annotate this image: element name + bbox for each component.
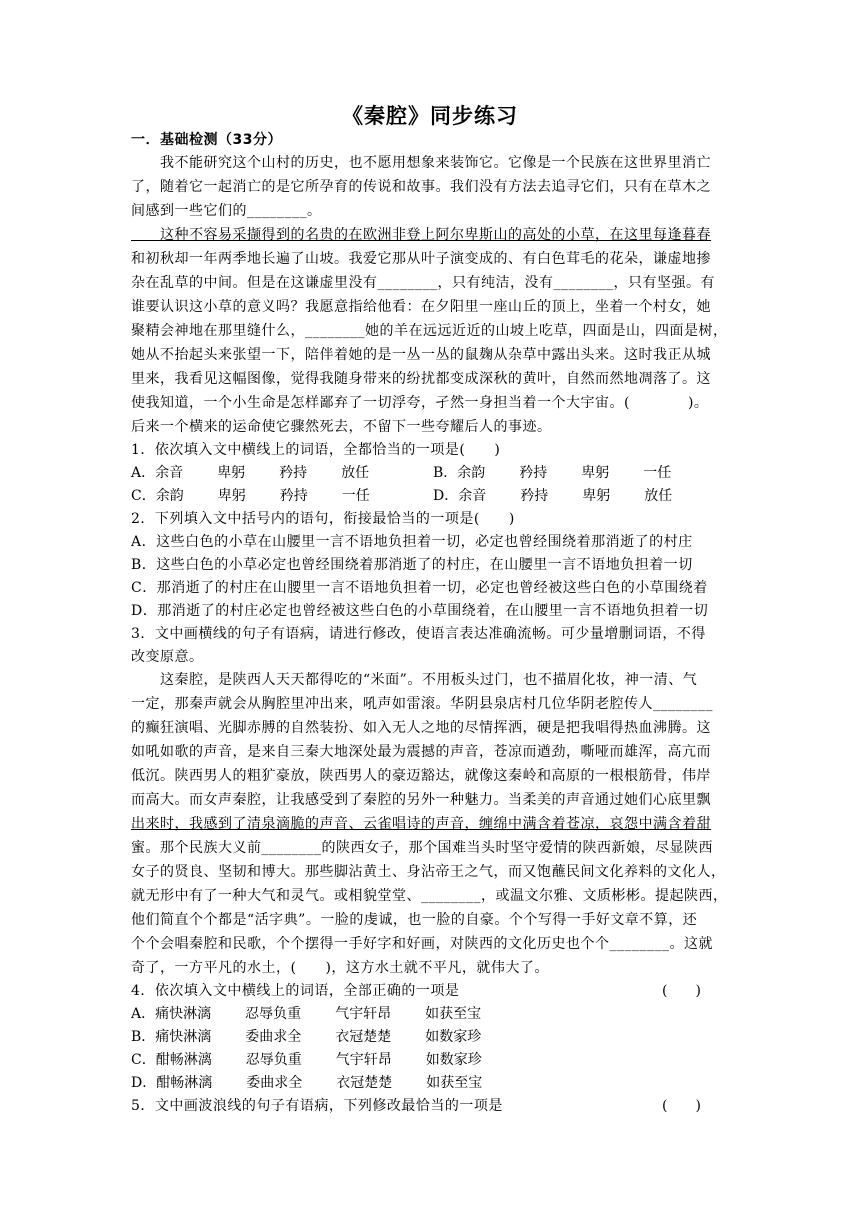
q2-option-c: C．那消逝了的村庄在山腰里一言不语地负担着一切，必定也曾经被这些白色的小草围绕着 xyxy=(131,580,708,596)
option-word: 矜持 xyxy=(519,465,548,481)
passage2-line: 女子的贤良、坚韧和博大。那些脚沾黄土、身沾帝王之气，而又饱蘸民间文化养料的文化人， xyxy=(131,864,726,880)
option-word: 放任 xyxy=(341,465,370,481)
q1-option-a xyxy=(131,463,403,483)
option-word: A．余音 xyxy=(131,465,184,481)
question-3-stem: 3．文中画横线的句子有语病，请进行修改，使语言表达准确流畅。可少量增删词语，不得 xyxy=(131,626,706,642)
q2-option-a: A．这些白色的小草在山腰里一言不语地负担着一切，必定也曾经围绕着那消逝了的村庄 xyxy=(131,534,693,550)
q4-option-d xyxy=(131,1073,516,1093)
option-word: C．酣畅淋漓 xyxy=(131,1052,212,1068)
option-word: 一任 xyxy=(341,488,370,504)
passage1-line: 我不能研究这个山村的历史，也不愿用想象来装饰它。它像是一个民族在这世界里消亡 xyxy=(131,155,711,171)
passage2-line: 个个会唱秦腔和民歌，个个摆得一手好字和好画，对陕西的文化历史也个个________。这就 xyxy=(131,936,713,952)
passage2-line: 的癫狂演唱、光脚赤膊的自然装扮、如入无人之地的尽情挥洒，硬是把我唱得热血沸腾。这 xyxy=(131,720,711,736)
passage1-line: 后来一个横来的运命使它骤然死去，不留下一些夸耀后人的事迹。 xyxy=(131,419,552,435)
option-word: A．痛快淋漓 xyxy=(131,1006,212,1022)
option-word: 如获至宝 xyxy=(426,1075,483,1091)
question-3-stem-cont: 改变原意。 xyxy=(131,649,204,665)
question-1-stem: 1．依次填入文中横线上的词语，全都恰当的一项是( ) xyxy=(131,442,501,458)
q1-option-b xyxy=(433,463,705,483)
option-word: 卑躬 xyxy=(217,488,246,504)
passage1-line: 她从不抬起头来张望一下，陪伴着她的是一丛一丛的鼠麹从杂草中露出头来。这时我正从城 xyxy=(131,347,711,363)
passage2-line: 就无形中有了一种大气和灵气。或相貌堂堂、________，或温文尔雅、文质彬彬。提起陕西， xyxy=(131,888,728,904)
passage1-line: 和初秋却一年两季地长遍了山坡。我爱它那从叶子演变成的、有白色茸毛的花朵，谦虚地掺 xyxy=(131,251,711,267)
option-word: 如数家珍 xyxy=(425,1052,482,1068)
passage2-underlined-line: 出来时，我感到了清泉滴脆的声音、云雀唱诗的声音，缠绵中满含着苍凉，哀怨中满含着甜 xyxy=(131,816,711,832)
q1-option-d xyxy=(433,486,706,506)
option-word: 忍辱负重 xyxy=(245,1006,302,1022)
passage1-line: 里来，我看见这幅图像，觉得我随身带来的纷扰都变成深秋的黄叶，自然而然地凋落了。这 xyxy=(131,371,711,387)
q4-option-a xyxy=(131,1004,515,1024)
option-word: 委曲求全 xyxy=(245,1029,302,1045)
option-word: 卑躬 xyxy=(581,465,610,481)
passage2-line: 这秦腔，是陕西人天天都得吃的“米面”。不用板头过门，也不描眉化妆，神一清、气 xyxy=(131,672,698,688)
passage2-line: 低沉。陕西男人的粗犷豪放，陕西男人的豪迈豁达，就像这秦岭和高原的一根根筋骨，伟岸 xyxy=(131,768,711,784)
passage1-line: 了，随着它一起消亡的是它所孕育的传说和故事。我们没有方法去追寻它们，只有在草木之 xyxy=(131,179,711,195)
q2-option-b: B．这些白色的小草必定也曾经围绕着那消逝了的村庄，在山腰里一言不语地负担着一切 xyxy=(131,557,693,573)
option-word: D．余音 xyxy=(433,488,487,504)
passage2-line: 而高大。而女声秦腔，让我感受到了秦腔的另外一种魅力。当柔美的声音通过她们心底里飘 xyxy=(131,792,711,808)
question-5-answer-paren: ( ) xyxy=(662,1098,701,1114)
option-word: B．余韵 xyxy=(433,465,486,481)
passage1-line: 杂在乱草的中间。但是在这谦虚里没有________，只有纯洁，没有________，只有坚强。有 xyxy=(131,275,715,291)
option-word: 放任 xyxy=(644,488,673,504)
passage1-line: 谁要认识这小草的意义吗？我愿意指给他看：在夕阳里一座山丘的顶上，坐着一个村女，她 xyxy=(131,299,711,315)
question-4-answer-paren: ( ) xyxy=(662,983,701,999)
option-word: 矜持 xyxy=(520,488,549,504)
passage1-underlined-line: 这种不容易采撷得到的名贵的在欧洲非登上阿尔卑斯山的高处的小草，在这里每逢暮春 xyxy=(131,227,711,243)
option-word: D．酣畅淋漓 xyxy=(131,1075,213,1091)
passage2-line: 一定，那秦声就会从胸腔里冲出来，吼声如雷滚。华阴县泉店村几位华阴老腔传人________ xyxy=(131,696,713,712)
q2-option-d: D．那消逝了的村庄必定也曾经被这些白色的小草围绕着，在山腰里一言不语地负担着一切 xyxy=(131,603,709,619)
q4-option-c xyxy=(131,1050,516,1070)
passage2-line: 如吼如歌的声音，是来自三秦大地深处最为震撼的声音，苍凉而遒劲，嘶哑而雄浑，高亢而 xyxy=(131,744,711,760)
option-word: 气宇轩昂 xyxy=(335,1052,392,1068)
option-word: B．痛快淋漓 xyxy=(131,1029,212,1045)
section-heading: 一．基础检测（33分） xyxy=(131,132,282,148)
passage2-line: 蜜。那个民族大义前________的陕西女子，那个国难当头时坚守爱情的陕西新娘，尽显陕西 xyxy=(131,840,713,856)
passage1-line: 聚精会神地在那里缝什么，________她的羊在远远近近的山坡上吃草，四面是山，四面是树， xyxy=(131,323,728,339)
option-word: C．余韵 xyxy=(131,488,184,504)
option-word: 忍辱负重 xyxy=(245,1052,302,1068)
q4-option-b xyxy=(131,1027,515,1047)
option-word: 衣冠楚楚 xyxy=(336,1075,393,1091)
option-word: 委曲求全 xyxy=(246,1075,303,1091)
passage2-line: 奇了，一方平凡的水土，( )，这方水土就不平凡，就伟大了。 xyxy=(131,960,549,976)
passage2-line: 他们简直个个都是“活字典”。一脸的虔诚，也一脸的自豪。个个写得一手好文章不算，还 xyxy=(131,912,698,928)
option-word: 一任 xyxy=(643,465,672,481)
option-word: 卑躬 xyxy=(217,465,246,481)
question-2-stem: 2．下列填入文中括号内的语句，衔接最恰当的一项是( ) xyxy=(131,511,515,527)
question-4-stem: 4．依次填入文中横线上的词语，全部正确的一项是 xyxy=(131,983,460,999)
option-word: 如获至宝 xyxy=(425,1006,482,1022)
option-word: 矜持 xyxy=(279,465,308,481)
question-5-stem: 5．文中画波浪线的句子有语病，下列修改最恰当的一项是 xyxy=(131,1098,503,1114)
option-word: 卑躬 xyxy=(582,488,611,504)
option-word: 气宇轩昂 xyxy=(335,1006,392,1022)
q1-option-c xyxy=(131,486,404,506)
option-word: 矜持 xyxy=(279,488,308,504)
option-word: 如数家珍 xyxy=(425,1029,482,1045)
passage1-line: 间感到一些它们的________。 xyxy=(131,203,322,219)
passage1-line: 使我知道，一个小生命是怎样鄙弃了一切浮夸，孑然一身担当着一个大宇宙。( )。 xyxy=(131,395,709,411)
option-word: 衣冠楚楚 xyxy=(335,1029,392,1045)
document-title: 《秦腔》同步练习 xyxy=(342,103,518,128)
